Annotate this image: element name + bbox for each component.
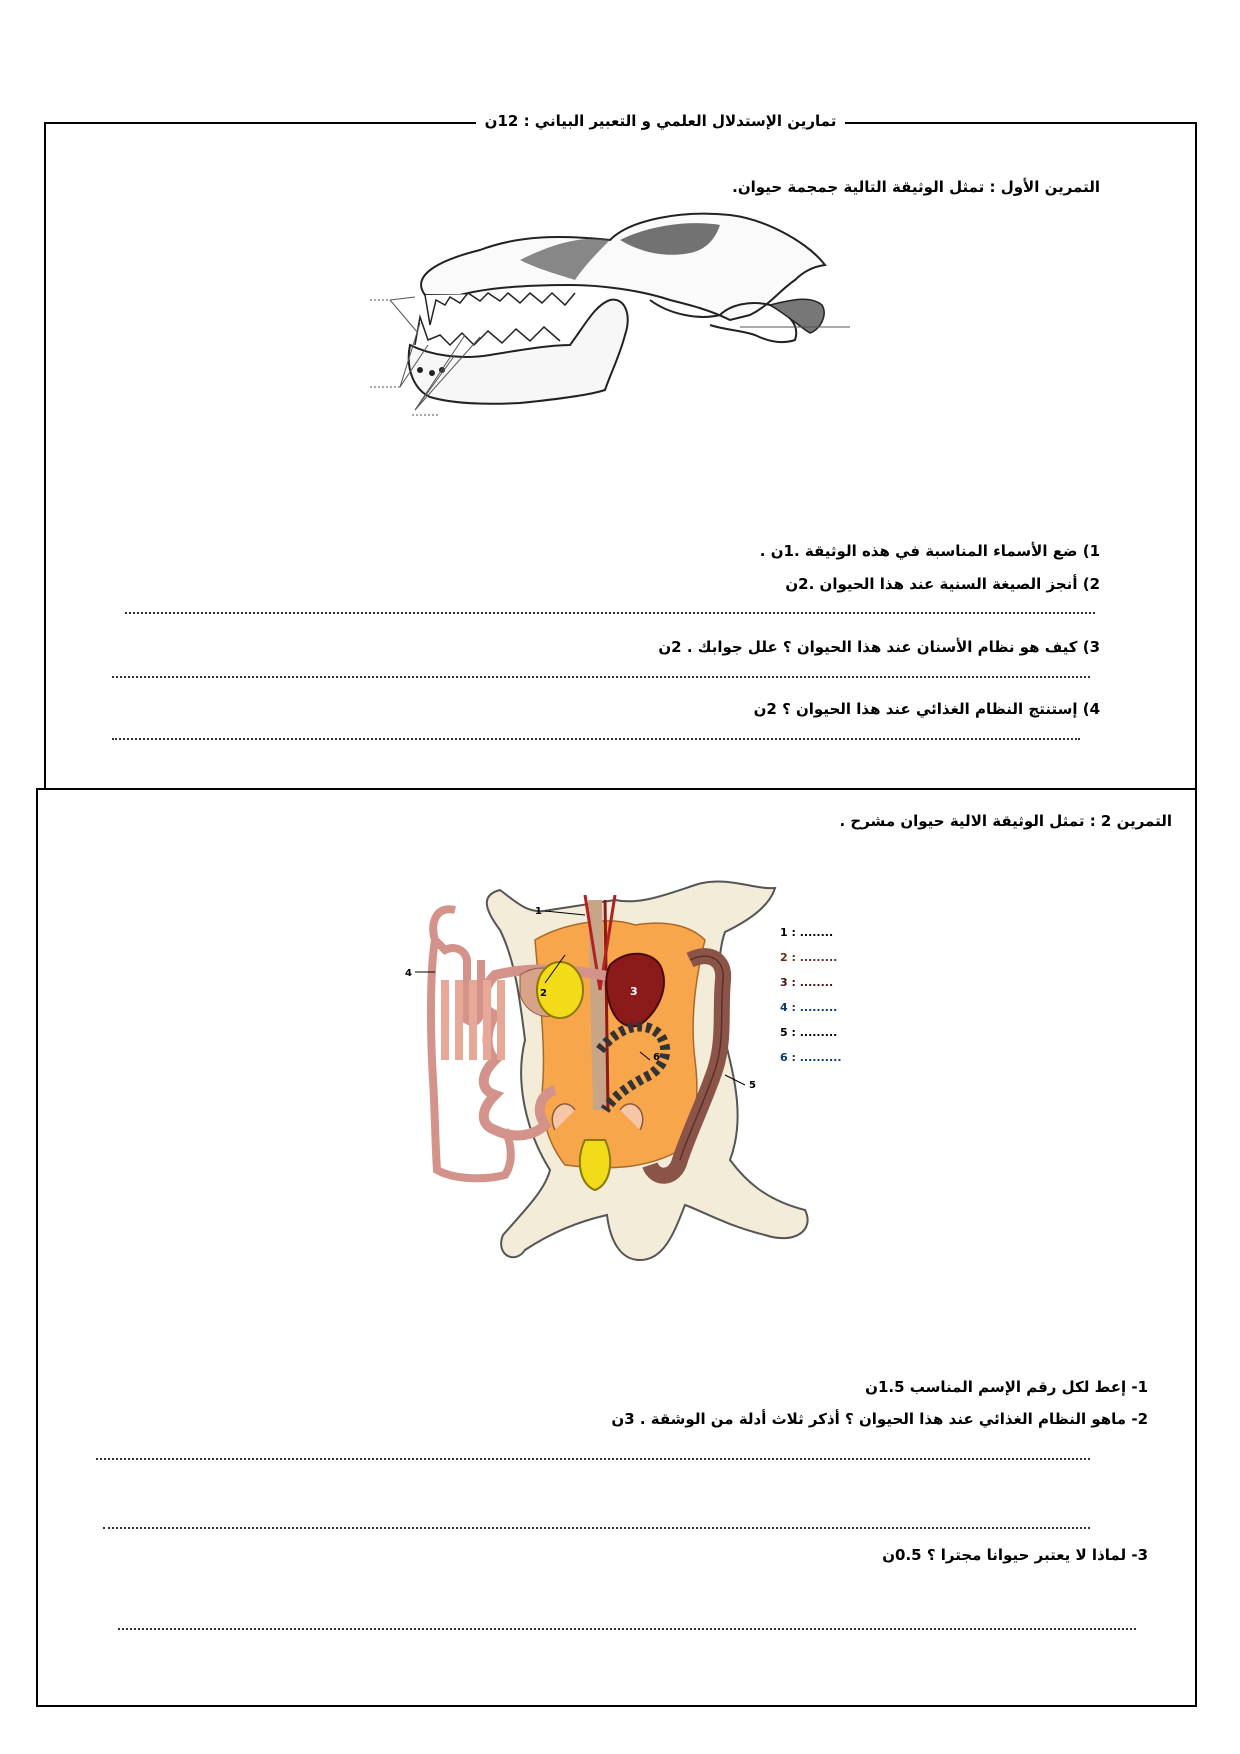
ex1-question-2-text: أنجز الصيغة السنية عند هذا الحيوان .2ن bbox=[785, 575, 1078, 593]
ex2-question-3-text: لماذا لا يعتبر حيوانا مجترا ؟ 0.5ن bbox=[882, 1546, 1127, 1564]
ex2-question-3 bbox=[882, 1546, 1148, 1564]
skull-figure bbox=[370, 205, 860, 470]
ex1-question-4-num: 4) bbox=[1082, 700, 1100, 718]
legend-item-4: 4 : ......... bbox=[780, 1001, 838, 1014]
legend-item-5: 5 : ......... bbox=[780, 1026, 838, 1039]
ex1-question-4 bbox=[754, 700, 1100, 718]
frame-right bbox=[1195, 122, 1197, 1706]
ex1-question-1-num: 1) bbox=[1082, 542, 1100, 560]
mental-foramen-2 bbox=[429, 370, 435, 376]
frame-bottom bbox=[36, 1705, 1197, 1707]
bladder bbox=[580, 1140, 610, 1190]
lower-teeth bbox=[415, 317, 560, 345]
skull-mandible bbox=[409, 300, 628, 404]
organ-label-5: 5 bbox=[749, 1080, 756, 1091]
answer-line-ex2-q3[interactable] bbox=[118, 1628, 1136, 1630]
legend-item-3: 3 : ........ bbox=[780, 976, 834, 989]
trachea bbox=[595, 900, 600, 1110]
organ-label-3: 3 bbox=[630, 985, 638, 998]
mental-foramen-1 bbox=[417, 367, 423, 373]
answer-line-ex1-q2[interactable] bbox=[125, 612, 1095, 614]
frame-top-left bbox=[44, 122, 476, 124]
diagram-legend bbox=[780, 926, 842, 1064]
frame-top-right bbox=[845, 122, 1197, 124]
ex1-question-2 bbox=[785, 575, 1100, 593]
ex1-question-3-text: كيف هو نظام الأسنان عند هذا الحيوان ؟ علل جوابك . 2ن bbox=[658, 638, 1078, 656]
answer-line-ex1-q3[interactable] bbox=[112, 676, 1090, 678]
frame-left-bottom bbox=[36, 788, 38, 1706]
ex2-question-2-num: 2- bbox=[1131, 1410, 1148, 1428]
legend-item-1: 1 : ........ bbox=[780, 926, 834, 939]
organ-label-4: 4 bbox=[405, 968, 412, 979]
dissected-animal-figure bbox=[405, 880, 945, 1320]
ex2-question-1-num: 1- bbox=[1131, 1378, 1148, 1396]
legend-item-6: 6 : .......... bbox=[780, 1051, 842, 1064]
organ-label-1: 1 bbox=[535, 906, 542, 917]
answer-line-ex2-q2-a[interactable] bbox=[96, 1458, 1090, 1460]
frame-left-top bbox=[44, 122, 46, 790]
skull-occipital bbox=[770, 299, 824, 333]
ex2-question-2-text: ماهو النظام الغذائي عند هذا الحيوان ؟ أذكر ثلاث أدلة من الوشقة . 3ن bbox=[611, 1410, 1127, 1428]
ex2-question-1-text: إعط لكل رقم الإسم المناسب 1.5ن bbox=[865, 1378, 1127, 1396]
ex2-question-3-num: 3- bbox=[1131, 1546, 1148, 1564]
page-title: تمارين الإستدلال العلمي و التعبير البياني : 12ن bbox=[476, 112, 845, 130]
answer-line-ex1-q4[interactable] bbox=[112, 738, 1080, 740]
ex1-question-1 bbox=[760, 542, 1100, 560]
ex2-question-2 bbox=[611, 1410, 1148, 1428]
ex1-question-1-text: ضع الأسماء المناسبة في هذه الوثيقة .1ن . bbox=[759, 542, 1078, 560]
organ-label-6: 6 bbox=[653, 1052, 660, 1063]
organ-label-2: 2 bbox=[540, 988, 547, 999]
frame-divider bbox=[36, 788, 1197, 790]
ex1-question-4-text: إستنتج النظام الغذائي عند هذا الحيوان ؟ 2ن bbox=[753, 700, 1078, 718]
upper-teeth bbox=[425, 293, 575, 325]
ex1-question-3 bbox=[658, 638, 1100, 656]
answer-line-ex2-q2-b[interactable] bbox=[103, 1527, 1090, 1529]
legend-item-2: 2 : ......... bbox=[780, 951, 838, 964]
ex2-question-1 bbox=[865, 1378, 1148, 1396]
exercise1-title: التمرين الأول : تمثل الوثيقة التالية جمجمة حيوان. bbox=[732, 178, 1100, 196]
exercise2-title: التمرين 2 : تمثل الوثيقة الالية حيوان مشرح . bbox=[839, 812, 1172, 830]
ex1-question-2-num: 2) bbox=[1082, 575, 1100, 593]
ex1-question-3-num: 3) bbox=[1082, 638, 1100, 656]
